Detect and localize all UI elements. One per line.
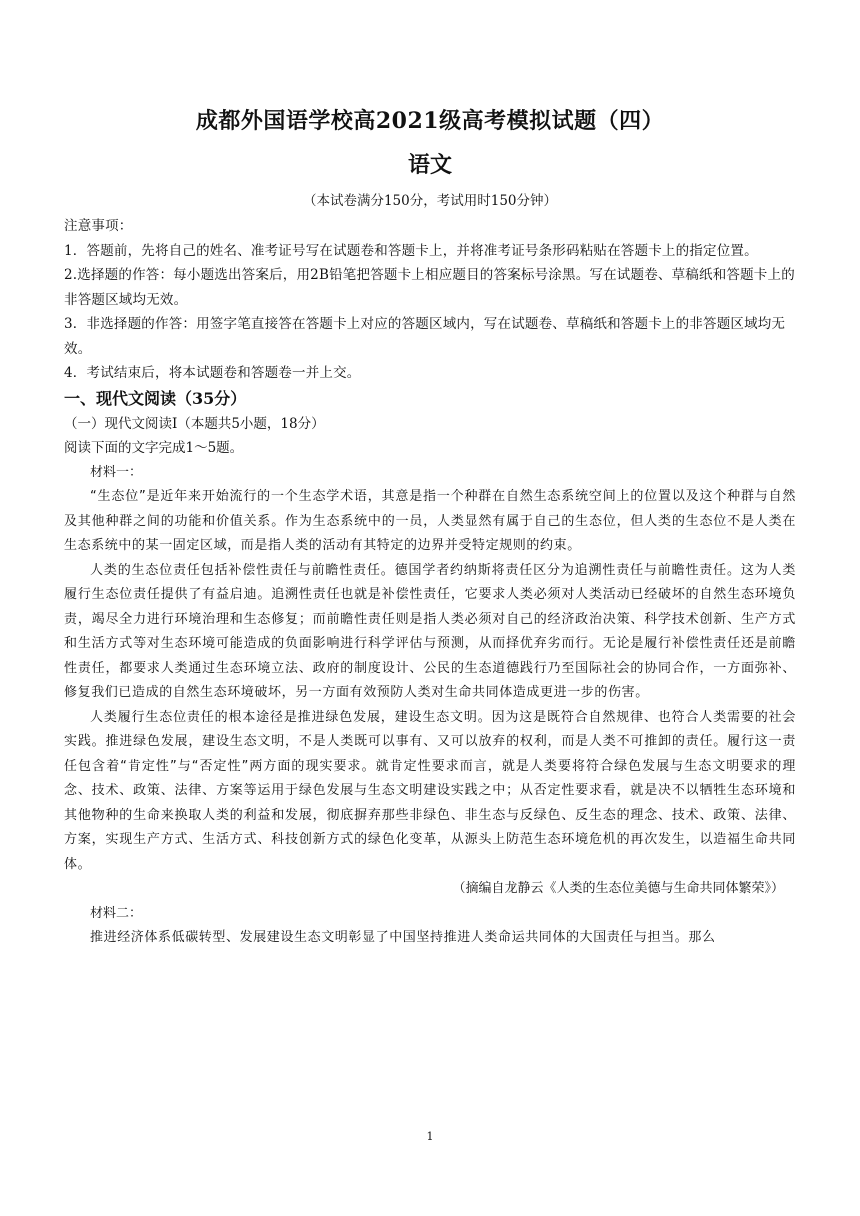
notice-item: 2.选择题的作答：每小题选出答案后，用2B铅笔把答题卡上相应题目的答案标号涂黑。写在试题卷、草稿纸和答题卡上的非答题区域均无效。 [64, 267, 795, 308]
notice-item: 4．考试结束后，将本试题卷和答题卷一并上交。 [64, 365, 361, 381]
material-paragraph: 人类履行生态位责任的根本途径是推进绿色发展，建设生态文明。因为这是既符合自然规律、也符合人类需要的社会实践。推进绿色发展，建设生态文明，不是人类既可以事有、又可以放弃的权利，而是人类不可推卸的责任。履行这一责任包含着“肯定性”与“否定性”两方面的现实要求。就肯定性要求而言，就是人类要将符合绿色发展与生态文明要求的理念、技术、政策、法律、方案等运用于绿色发展与生态文明建设实践之中；从否定性要求看，就是决不以牺牲生态环境和其他物种的生命来换取人类的利益和发展，彻底摒弃那些非绿色、非生态与反绿色、反生态的理念、技术、政策、法律、方案，实现生产方式、生活方式、科技创新方式的绿色化变革，从源头上防范生态环境危机的再次发生，以造福生命共同体。 [64, 709, 796, 872]
material-source: （摘编自龙静云《人类的生态位美德与生命共同体繁荣》） [452, 881, 784, 896]
section-instruction: 阅读下面的文字完成1～5题。 [64, 440, 244, 456]
material-label: 材料一： [90, 464, 143, 480]
material-paragraph: “生态位”是近年来开始流行的一个生态学术语，其意是指一个种群在自然生态系统空间上的位置以及这个种群与自然及其他种群之间的功能和价值关系。作为生态系统中的一员，人类显然有属于自己的生态位，但人类的生态位不是人类在生态系统中的某一固定区域，而是指人类的活动有其特定的边界并受特定规则的约束。 [64, 489, 796, 553]
section-subheading: （一）现代文阅读Ⅰ（本题共5小题，18分） [64, 415, 325, 432]
material-paragraph: 人类的生态位责任包括补偿性责任与前瞻性责任。德国学者约纳斯将责任区分为追溯性责任与前瞻性责任。这为人类履行生态位责任提供了有益启迪。追溯性责任也就是补偿性责任，它要求人类必须对人类活动已经破坏的自然生态环境负责，竭尽全力进行环境治理和生态修复；而前瞻性责任则是指人类必须对自己的经济政治决策、科学技术创新、生产方式和生活方式等对生态环境可能造成的负面影响进行科学评估与预测，从而择优弃劣而行。无论是履行补偿性责任还是前瞻性责任，都要求人类通过生态环境立法、政府的制度设计、公民的生态道德践行乃至国际社会的协同合作，一方面弥补、修复我们已造成的自然生态环境破坏，另一方面有效预防人类对生命共同体造成更进一步的伤害。 [64, 562, 796, 700]
section-heading: 一、现代文阅读（35分） [64, 388, 247, 408]
notice-block [64, 214, 796, 386]
score-note: （本试卷满分150分，考试用时150分钟） [302, 193, 558, 209]
page-number: 1 [426, 1130, 434, 1143]
material-label: 材料二： [90, 905, 143, 921]
exam-title: 成都外国语学校高2021级高考模拟试题（四） [195, 108, 665, 134]
exam-subject: 语文 [407, 152, 452, 178]
notice-item: 3．非选择题的作答：用签字笔直接答在答题卡上对应的答题区域内，写在试题卷、草稿纸和答题卡上的非答题区域均无效。 [64, 316, 786, 357]
notice-heading: 注意事项： [64, 218, 133, 234]
notice-item: 1．答题前，先将自己的姓名、准考证号写在试题卷和答题卡上，并将准考证号条形码粘贴在答题卡上的指定位置。 [64, 242, 758, 259]
material-paragraph: 推进经济体系低碳转型、发展建设生态文明彰显了中国坚持推进人类命运共同体的大国责任与担当。那么 [90, 930, 716, 945]
document-body [64, 214, 796, 951]
